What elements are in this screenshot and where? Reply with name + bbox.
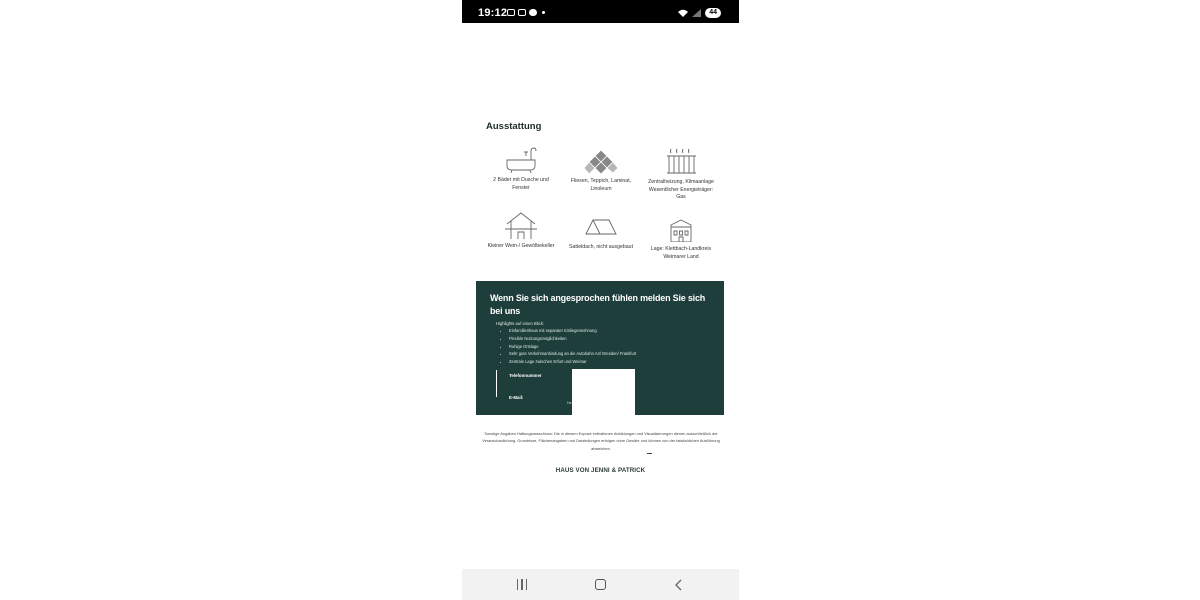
- divider: [496, 370, 497, 397]
- email-label: E-Mail:: [509, 395, 524, 400]
- phone-screen: [462, 0, 739, 600]
- building-icon: [669, 219, 693, 242]
- navigation-bar: [462, 569, 739, 600]
- contact-info-redacted: [572, 369, 635, 415]
- list-item: • Einfamilienhaus mit separater Einliegerwohnung: [509, 327, 636, 335]
- cloud-icon: [529, 9, 537, 16]
- house-cellar-icon: [505, 212, 537, 239]
- floor-tiles-icon: [584, 150, 618, 174]
- feature-baths: [486, 147, 556, 192]
- phone-label: Telefonnummer: [509, 373, 542, 378]
- feature-heating: [646, 147, 716, 202]
- back-icon[interactable]: [675, 579, 682, 591]
- roof-icon: [585, 218, 617, 235]
- brand-footer: HAUS VON JENNI & PATRICK: [555, 467, 646, 474]
- list-item: • Sehr gute Verkehrsanbindung an die Autobahn A4/ Dresden/ Frankfurt: [509, 350, 636, 358]
- highlights-label: Highlights auf einen Blick:: [496, 321, 544, 326]
- dot-icon: [542, 11, 545, 14]
- signal-icon: [692, 9, 701, 17]
- gmail-icon: [518, 9, 526, 16]
- bathtub-icon: [504, 147, 538, 173]
- wifi-icon: [678, 9, 688, 17]
- feature-label: 2 Bäder mit Dusche und Fenster: [493, 177, 549, 191]
- feature-cellar: [486, 212, 556, 251]
- disclaimer: Sonstige Angaben Haftungsausschluss: Die in diesem Exposé enthaltenen Abbildungen und Visualisierungen dienen ausschließlich der Veranschaulichung. Grundrisse, Flächenangaben und Darstellungen erfolgen ohne Gewähr und können von der tatsächlichen Ausführung abweichen.: [482, 431, 720, 451]
- feature-floors: [566, 150, 636, 193]
- list-item: • Zentrale Lage zwischen Erfurt und Weimar: [509, 358, 636, 366]
- recent-apps-icon[interactable]: [517, 579, 528, 590]
- notification-icons: [507, 9, 545, 16]
- feature-label: Satteldach, nicht ausgebaut: [568, 244, 634, 250]
- screenshot-icon: [507, 9, 515, 16]
- divider: [647, 453, 652, 454]
- home-icon[interactable]: [595, 579, 606, 590]
- hint-text: Ha: [567, 401, 572, 405]
- status-time: 19:12: [478, 7, 508, 19]
- section-title: Ausstattung: [486, 121, 542, 132]
- battery-indicator: 44: [705, 8, 721, 18]
- feature-label: Kleiner Wein-/ Gewölbekeller: [487, 243, 555, 249]
- radiator-icon: [665, 147, 697, 175]
- feature-label: Zentralheizung, Klimaanlage Wesentlicher Energieträger: Gas: [648, 179, 714, 201]
- system-indicators: [678, 8, 721, 18]
- status-bar: [462, 0, 739, 23]
- feature-location: [646, 219, 716, 261]
- feature-label: Fliesen, Teppich, Laminat, Linoleum: [570, 178, 632, 192]
- highlights-list: [505, 327, 636, 366]
- feature-roof: [566, 218, 636, 252]
- feature-label: Lage: Klettbach-Landkreis Weimarer Land: [650, 246, 712, 260]
- contact-title: Wenn Sie sich angesprochen fühlen melden Sie sich bei uns: [490, 293, 706, 316]
- contact-box: [476, 281, 724, 415]
- list-item: • Flexible Nutzungsmöglichkeiten: [509, 335, 636, 343]
- list-item: • Ruhige Ortslage: [509, 343, 636, 351]
